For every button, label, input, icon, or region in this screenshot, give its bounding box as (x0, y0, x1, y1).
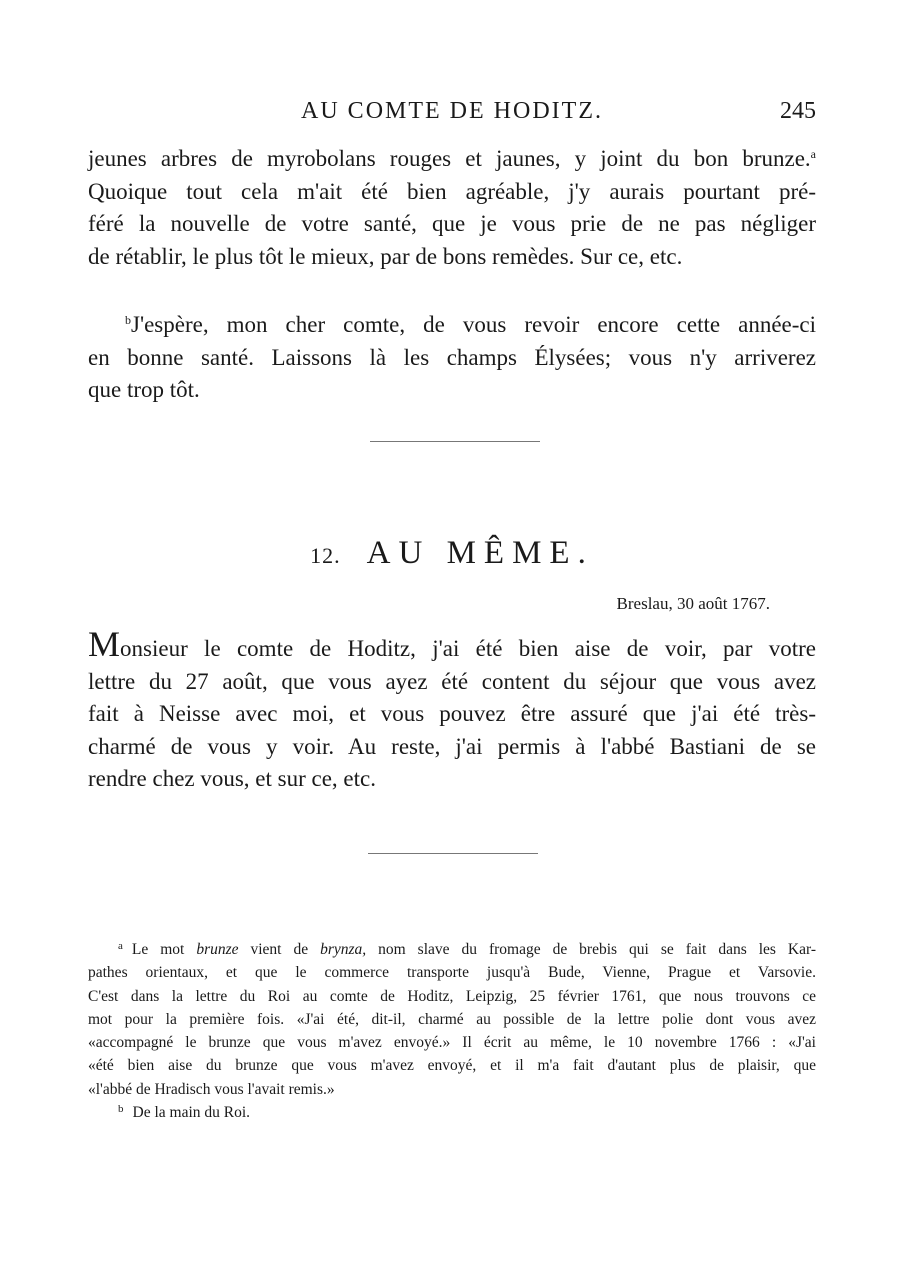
text-line: Monsieur le comte de Hoditz, j'ai été bien aise de voir, par votre (88, 624, 816, 664)
text-line: Quoique tout cela m'ait été bien agréable, j'y aurais pourtant pré- (88, 178, 816, 204)
text-line: jeunes arbres de myrobolans rouges et jaunes, y joint du bon brunze.$^a$ (88, 146, 816, 171)
section-divider (368, 853, 538, 854)
text-line: fait à Neisse avec moi, et vous pouvez être assuré que j'ai été très- (88, 701, 816, 726)
dateline: Breslau, 30 août 1767. (616, 594, 770, 613)
footnote-mark-b: b (118, 1103, 124, 1116)
letter-number: 12. (310, 543, 341, 568)
page-number: 245 (780, 98, 816, 124)
continuation-paragraph (88, 143, 816, 273)
section-divider (370, 441, 540, 442)
text-line: en bonne santé. Laissons là les champs Élysées; vous n'y arriverez (88, 344, 816, 370)
text-line: de rétablir, le plus tôt le mieux, par de bons remèdes. Sur ce, etc. (88, 243, 683, 269)
text-line: rendre chez vous, et sur ce, etc. (88, 766, 376, 791)
text-line: charmé de vous y voir. Au reste, j'ai permis à l'abbé Bastiani de se (88, 733, 816, 759)
footnote-a: $^a$ Le mot brunze vient de brynza, nom slave du fromage de brebis qui se fait dans les Kar- (118, 940, 817, 958)
footnote-line: «accompagné le brunze que vous m'avez envoyé.» Il écrit au même, le 10 novembre 1766 : «J'ai (88, 1034, 816, 1052)
footnote-line: «été bien aise du brunze que vous m'avez envoyé, et il m'a fait d'autant plus de plaisir, que (88, 1057, 816, 1075)
footnotes (88, 938, 816, 1124)
footnote-b: $^b$ De la main du Roi. (118, 1103, 251, 1122)
footnote-ref-b: b (125, 313, 131, 327)
footnote-ref-a: a (810, 147, 816, 161)
letter-title: AU MÊME. (366, 535, 594, 571)
letter-heading (88, 535, 816, 572)
running-title: AU COMTE DE HODITZ. (301, 98, 603, 124)
footnote-line: «l'abbé de Hradisch vous l'avait remis.» (88, 1080, 335, 1098)
letter-body (88, 624, 816, 796)
footnote-line: pathes orientaux, et que le commerce transporte jusqu'à Bude, Vienne, Prague et Varsovie. (88, 964, 816, 982)
footnote-line: C'est dans la lettre du Roi au comte de Hoditz, Leipzig, 25 février 1761, que nous trouvons ce (88, 987, 816, 1005)
footnote-mark-a: a (118, 940, 123, 952)
postscript-paragraph (88, 309, 816, 407)
text-line: lettre du 27 août, que vous ayez été content du séjour que vous avez (88, 668, 816, 694)
text-line: $^b$J'espère, mon cher comte, de vous revoir encore cette année-ci (125, 312, 816, 337)
text-line: que trop tôt. (88, 377, 200, 402)
text-line: féré la nouvelle de votre santé, que je vous prie de ne pas négliger (88, 211, 816, 236)
running-head (88, 98, 816, 128)
footnote-line: mot pour la première fois. «J'ai été, dit-il, charmé au possible de la lettre polie dont vous avez (88, 1010, 816, 1028)
drop-cap: M (88, 624, 121, 664)
